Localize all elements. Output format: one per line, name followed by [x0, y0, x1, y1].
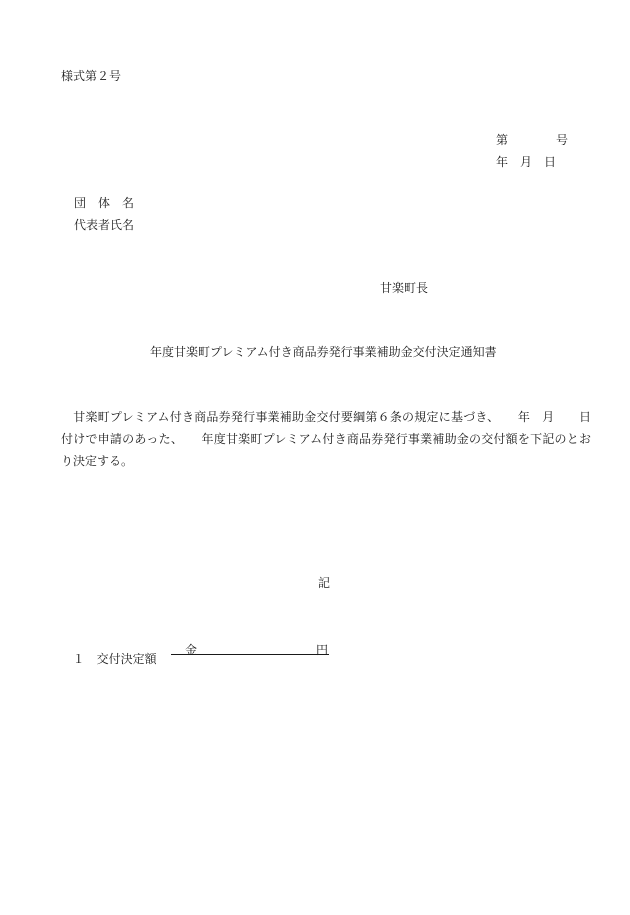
organization-name-label: 団 体 名	[74, 196, 135, 210]
body-paragraph: 甘楽町プレミアム付き商品券発行事業補助金交付要綱第６条の規定に基づき、 年 月 日付けで申請のあった、 年度甘楽町プレミアム付き商品券発行事業補助金の交付額を下記のとおり決定する。	[61, 410, 591, 468]
document-date: 年 月 日	[496, 155, 557, 169]
item-number: １	[72, 652, 85, 666]
amount-prefix: 金	[185, 643, 198, 657]
item-label: 交付決定額	[96, 652, 157, 666]
amount-unit: 円	[315, 643, 328, 657]
sender-mayor: 甘楽町長	[380, 281, 429, 295]
item-row	[65, 641, 157, 665]
form-number: 様式第２号	[61, 69, 122, 83]
amount-field	[171, 641, 329, 655]
ki-heading: 記	[318, 576, 331, 590]
document-number: 第 号	[496, 133, 569, 147]
representative-name-label: 代表者氏名	[74, 218, 135, 232]
document-title: 年度甘楽町プレミアム付き商品券発行事業補助金交付決定通知書	[150, 345, 497, 359]
